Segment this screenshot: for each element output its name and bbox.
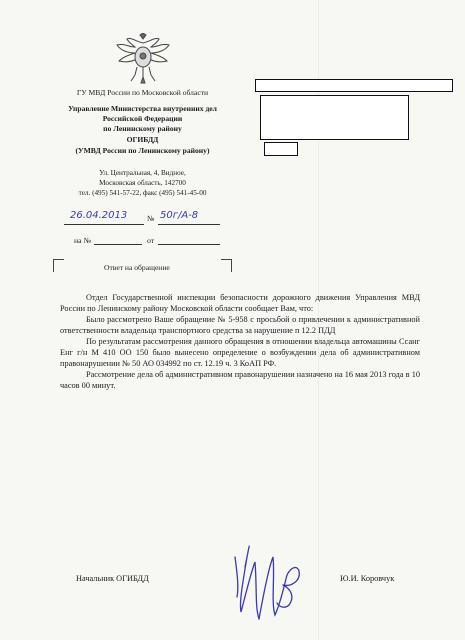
dept-line-3: по Ленинскому району — [103, 124, 182, 133]
ref-number-label: на № — [74, 236, 92, 245]
outgoing-date: 26.04.2013 — [70, 210, 128, 221]
subject-line: Ответ на обращение — [104, 263, 170, 272]
signatory-name: Ю.И. Коровчук — [340, 574, 395, 583]
dept-line-1: Управление Министерства внутренних дел — [68, 104, 217, 113]
dept-line-4: ОГИБДД — [126, 135, 159, 144]
address-line-2: Московская область, 142700 — [99, 179, 186, 187]
number-underline — [158, 224, 220, 225]
redacted-recipient-small — [264, 142, 298, 156]
redacted-recipient-block — [260, 95, 409, 140]
body-paragraph: Было рассмотрено Ваше обращение № 5-958 с просьбой о привлечении к административной ответственности владельца транспортного средства за нарушение п 12.2 ПДД — [60, 315, 420, 335]
date-underline — [64, 224, 144, 225]
double-headed-eagle-emblem — [113, 33, 173, 85]
outgoing-number-label: № — [147, 214, 155, 223]
org-top-line: ГУ МВД России по Московской области — [76, 88, 209, 97]
subject-bracket-right — [221, 259, 232, 272]
handwritten-signature — [225, 527, 315, 627]
outgoing-number: 50г/А-8 — [160, 210, 199, 221]
address-line-3: тел. (495) 541-57-22, факс (495) 541-45-00 — [78, 189, 207, 197]
dept-line-2: Российской Федерации — [102, 114, 183, 123]
signatory-title: Начальник ОГИБДД — [76, 574, 149, 583]
body-paragraph: Отдел Государственной инспекции безопасности дорожного движения Управления МВД России по Ленинскому району Московской области сообщает Вам, что: — [60, 293, 420, 313]
body-paragraph: По результатам рассмотрения данного обращения в отношении владельца автомашины Ссанг Енг г/н М 410 ОО 150 было вынесено определение о возбуждении дела об административном правонарушении № 50 АО 034992 по ст. 12.19 ч. 3 КоАП РФ. — [60, 337, 420, 368]
body-paragraph: Рассмотрение дела об административном правонарушении назначено на 16 мая 2013 года в 10 часов 00 минут. — [60, 370, 420, 390]
ref-number-line — [94, 244, 142, 245]
redacted-recipient-line — [255, 79, 453, 92]
address-line-1: Ул. Центральная, 4, Видное, — [99, 169, 186, 177]
letter-body — [60, 292, 420, 391]
subject-bracket-left — [53, 259, 64, 272]
ref-from-label: от — [147, 236, 155, 245]
dept-line-5: (УМВД России по Ленинскому району) — [75, 146, 210, 155]
ref-from-line — [158, 244, 220, 245]
